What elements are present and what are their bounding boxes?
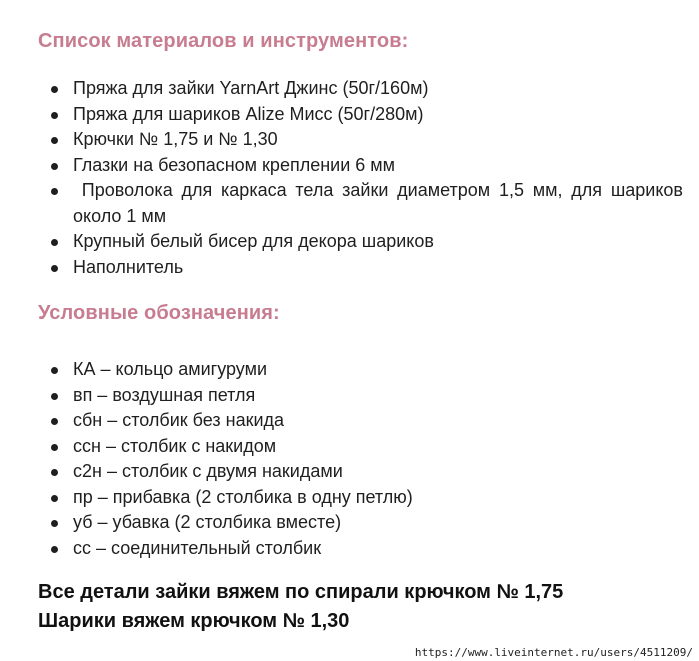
bullet-icon: [51, 546, 58, 553]
bullet-icon: [51, 469, 58, 476]
note-balls: Шарики вяжем крючком № 1,30: [38, 610, 350, 632]
list-item-text: Крупный белый бисер для декора шариков: [73, 231, 434, 251]
list-item-text: ссн – столбик с накидом: [73, 435, 277, 456]
bullet-icon: [51, 520, 58, 527]
list-item-text: уб – убавка (2 столбика вместе): [73, 512, 342, 532]
list-item-text: сс – соединительный столбик: [73, 537, 322, 558]
list-item: [0, 76, 699, 102]
list-item: [0, 229, 699, 255]
bullet-icon: [51, 86, 58, 93]
bullet-icon: [51, 393, 58, 400]
list-item: [0, 510, 699, 536]
list-item: [0, 178, 699, 229]
list-item: [0, 357, 699, 383]
list-item: [0, 459, 699, 485]
bullet-icon: [51, 137, 58, 144]
watermark-url: https://www.liveinternet.ru/users/4511209/: [414, 646, 693, 659]
list-item: [0, 408, 699, 434]
list-item-text: Глазки на безопасном креплении 6 мм: [73, 154, 396, 175]
list-item-text: Пряжа для шариков Alize Мисс (50г/280м): [73, 103, 424, 124]
list-item-text: КА – кольцо амигуруми: [73, 359, 268, 379]
bullet-icon: [51, 112, 58, 119]
bullet-icon: [51, 163, 58, 170]
list-item: [0, 485, 699, 511]
list-item: [0, 536, 699, 562]
list-item: [0, 102, 699, 128]
materials-list: [0, 76, 699, 280]
list-item: [0, 434, 699, 460]
note-spiral: Все детали зайки вяжем по спирали крючком № 1,75: [38, 581, 564, 603]
legend-list: [0, 357, 699, 561]
bullet-icon: [51, 495, 58, 502]
list-item-text: сбн – столбик без накида: [73, 410, 285, 430]
list-item: [0, 153, 699, 179]
bullet-icon: [51, 188, 58, 195]
list-item-text: вп – воздушная петля: [73, 384, 256, 405]
materials-heading: Список материалов и инструментов:: [38, 30, 409, 52]
list-item: [0, 383, 699, 409]
bullet-icon: [51, 265, 58, 272]
bullet-icon: [51, 444, 58, 451]
list-item-text: пр – прибавка (2 столбика в одну петлю): [73, 486, 413, 507]
list-item-text: Пряжа для зайки YarnArt Джинс (50г/160м): [73, 78, 429, 98]
list-item-text: Наполнитель: [73, 256, 184, 277]
list-item-text: с2н – столбик с двумя накидами: [73, 461, 343, 481]
bullet-icon: [51, 418, 58, 425]
bullet-icon: [51, 367, 58, 374]
list-item: [0, 255, 699, 281]
list-item: [0, 127, 699, 153]
bullet-icon: [51, 239, 58, 246]
legend-heading: Условные обозначения:: [38, 302, 280, 324]
list-item-text: Крючки № 1,75 и № 1,30: [73, 129, 278, 149]
list-item-text: Проволока для каркаса тела зайки диаметром 1,5 мм, для шариков около 1 мм: [73, 180, 688, 226]
